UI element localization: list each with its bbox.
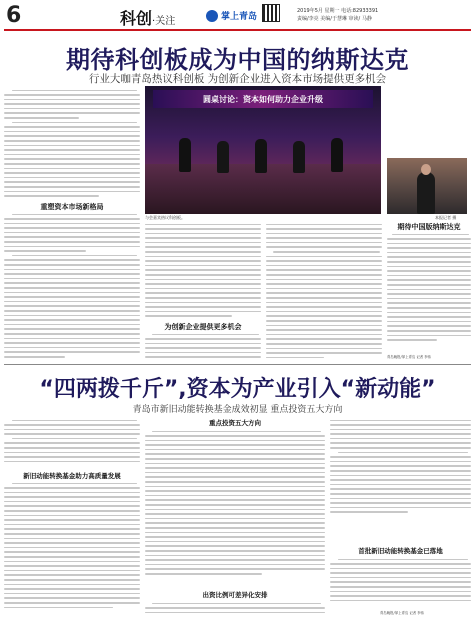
section-heading: 出资比例可差异化安排 xyxy=(202,591,268,599)
panelist-figure xyxy=(331,138,343,172)
body-text-column xyxy=(330,557,471,607)
main-photo xyxy=(145,86,381,214)
brand-logo-text: 掌上青岛 xyxy=(221,12,258,22)
section-heading: 首批新旧动能转换基金已落地 xyxy=(358,547,443,555)
panelist-figure xyxy=(293,141,305,173)
subheadline-1: 行业大咖青岛热议科创板 为创新企业进入资本市场提供更多机会 xyxy=(88,73,387,85)
secondary-photo xyxy=(387,158,467,214)
body-text-column xyxy=(4,212,140,362)
section-heading: 重塑资本市场新格局 xyxy=(40,203,104,211)
byline: 青岛晚报/掌上青岛 记者 李伟 xyxy=(387,355,431,359)
headline-1: 期待科创板成为中国的纳斯达克 xyxy=(66,46,409,74)
section-name: 科创 xyxy=(120,9,153,28)
speaker-figure xyxy=(417,172,435,214)
body-text-column xyxy=(145,429,325,579)
byline: 青岛晚报/掌上青岛 记者 李伟 xyxy=(380,611,424,615)
body-text-column xyxy=(330,418,471,518)
article-divider xyxy=(4,364,471,365)
speaker-head xyxy=(421,164,431,175)
photo-caption: 与会嘉宾热议科创板。 xyxy=(145,215,185,220)
section-heading: 新旧动能转换基金助力高质量发展 xyxy=(23,472,121,480)
body-text-column xyxy=(387,232,471,352)
body-text-column xyxy=(145,601,325,617)
body-text-column xyxy=(4,481,140,617)
page-header xyxy=(0,0,475,36)
body-text-column xyxy=(145,332,261,362)
section-heading: 重点投资五大方向 xyxy=(209,419,261,427)
section-heading: 期待中国版纳斯达克 xyxy=(397,223,461,231)
panelist-figure xyxy=(217,141,229,173)
body-text-column xyxy=(266,222,382,362)
qr-code-icon xyxy=(263,5,279,21)
section-suffix: ·关注 xyxy=(152,16,176,27)
body-text-column xyxy=(4,418,140,468)
section-heading: 为创新企业提供更多机会 xyxy=(164,323,242,331)
header-rule xyxy=(4,29,471,31)
panelist-figure xyxy=(255,139,267,173)
page-number: 6 xyxy=(6,3,22,28)
headline-2: “四两拨千斤”,资本为产业引入“新动能” xyxy=(39,377,436,402)
section-title xyxy=(120,6,175,29)
date-line: 2019年5月 星期一 电话:82933391 xyxy=(297,8,379,14)
brand-logo xyxy=(206,9,257,22)
stage-banner-text: 圆桌讨论：资本如何助力企业升级 xyxy=(203,95,323,104)
subheadline-2: 青岛市新旧动能转换基金成效初显 重点投资五大方向 xyxy=(132,405,343,415)
body-text-column xyxy=(4,88,140,198)
brand-logo-icon xyxy=(206,10,218,22)
photo-credit: 本报记者 摄 xyxy=(435,215,457,220)
editor-line: 责编/李亮 美编/于慧琳 审读/ 马静 xyxy=(297,16,372,22)
panelist-figure xyxy=(179,138,191,172)
